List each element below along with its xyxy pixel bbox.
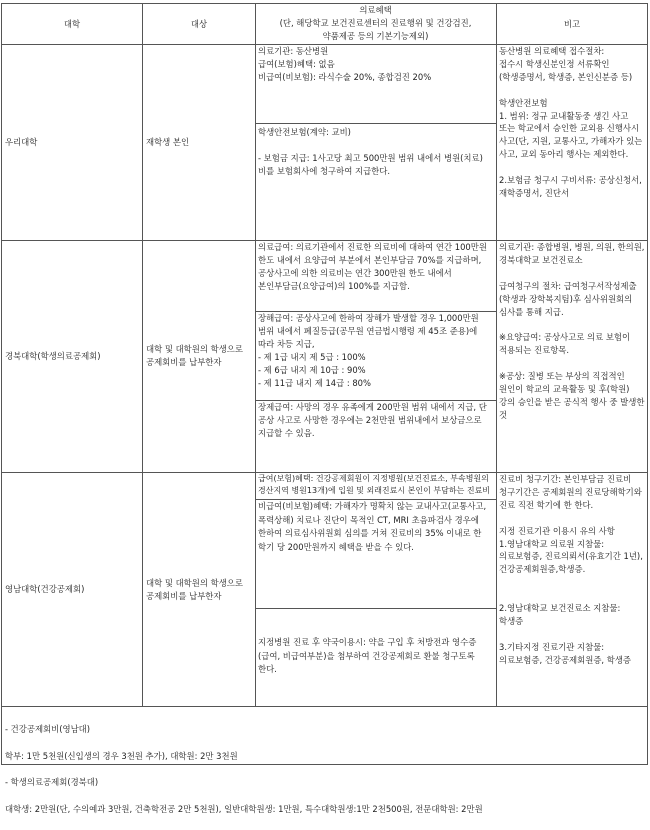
col-divider-3 xyxy=(496,4,497,706)
row1-target: 재학생 본인 xyxy=(146,137,190,148)
row1-benefit-hospital: 의료기관: 동산병원 급여(보험)혜택: 없음 비급여(비보험): 라식수술 20%, 종합검진 20% xyxy=(258,46,432,82)
row3-target: 대학 및 대학원의 학생으로 공제회비를 납부한자 xyxy=(146,577,243,601)
fee-note-line: - 건강공제회비(영남대) xyxy=(5,724,91,735)
fee-note-line: 학부: 1만 5천원(신입생의 경우 3천원 추가), 대학원: 2만 3천원 xyxy=(5,750,238,761)
col-divider-1 xyxy=(142,4,143,706)
fee-note-line: - 학생의료공제회(경북대) xyxy=(5,777,99,788)
header-benefits: 의료혜택 (단, 해당학교 보건진료센터의 진료행위 및 건강검진, 약품제공 등의 기본기능제외) xyxy=(279,5,472,41)
row3-university: 영남대학(건강공제회) xyxy=(5,584,85,595)
row1-benefit-divider xyxy=(255,123,496,124)
header-target: 대상 xyxy=(190,18,208,29)
table-bottom-divider xyxy=(2,706,647,707)
row2-remarks: 의료기관: 종합병원, 병원, 의원, 한의원, 경북대학교 보건진료소 급여청구의 절차: 급여청구서작성제출(학생과 장학복지팀)후 심사위원회의 심사를 통해 지급. ※요양급여: 공상사고로 의료 보험이 적용되는 진료항목. ※공상: 질병 또는 부상의 직접적인 원인이 학교의 교육활동 및 후(학원)강의 승인을 받은 공식적 행사 중 발생한 것 xyxy=(499,242,645,420)
fee-note-line: 대학생: 2만원(단, 수의예과 3만원, 건축학전공 2만 5천원), 일반대학원생: 1만원, 특수대학원생:1만 2천500원, 전문대학원: 2만원 xyxy=(5,804,483,815)
benefits-table-document xyxy=(1,3,648,815)
header-university: 대학 xyxy=(63,18,81,29)
row3-benefit-divider-2 xyxy=(255,608,496,609)
row2-benefit-disability: 장해급여: 공상사고에 한하여 장해가 발생할 경우 1,000만원 범위 내에서 페질등급(공무원 연금법시행령 제 45조 준용)에 따라 차등 지급, - 제 1급 내지 제 5급 : 100% - 제 6급 내지 제 10급 : 90% - 제 11급 내지 제 14급 : 80% xyxy=(258,313,479,388)
row2-benefit-funeral: 장제급여: 사망의 경우 유족에게 200만원 범위 내에서 지급, 단 공상 사고로 사망한 경우에는 2천만원 범위내에서 보상금으로 지급할 수 있음. xyxy=(258,402,487,438)
row3-benefit-insured: 급여(보험)혜택: 건강공제회원이 지정병원(보건진료소, 부속병원의 경산지역 병원13개)에 입원 및 외래진료시 본인이 부담하는 진료비 xyxy=(258,474,491,496)
row3-remarks: 진료비 청구기간: 본인부담금 진료비 청구기간은 공제회원의 진료당해학기와 진료 직전 학기에 한 한다. 지정 진료기관 이용시 유의 사항 1.영남대학교 의료원 지참물: 의료보험증, 진료의뢰서(유효기간 1년), 건강공제회원증,학생증. 2.영남대학교 보건진료소 지참물: 학생증 3.기타지정 진료기관 지참물: 의료보험증, 건강공제회원증, 학생증 xyxy=(499,474,643,665)
col-divider-2 xyxy=(255,4,256,706)
row2-benefit-medical: 의료급여: 의료기관에서 진료한 의료비에 대하여 연간 100만원 한도 내에서 요양급여 부분에서 본인부담금 70%를 지급하며, 공상사고에 의한 의료비는 연간 300만원 한도 내에서 본인부담금(요양급여)의 100%를 지급함. xyxy=(258,242,487,291)
row3-benefit-uninsured: 비급여(비보험)혜택: 가해자가 명확치 않는 교내사고(교통사고, 폭력상해) 치료나 진단이 목적인 CT, MRI 초음파검사 경우에 한하여 의료심사위원회 심의를 거쳐 진료비의 35% 이내로 한 학기 당 200만원까지 혜택을 받을 수 있다. xyxy=(258,501,487,552)
row1-remarks: 동산병원 의료혜택 접수절차: 접수시 학생신분인정 서류확인(학생증명서, 학생증, 본인신분증 등) 학생안전보험 1. 범위: 정규 교내활동중 생긴 사고 또는 학교에서 승인한 교외용 신행사시 사고(단, 지원, 교통사고, 가해자가 있는 사고, 교외 동아리 행사는 제외한다. 2.보험금 청구시 구비서류: 공상신청서, 재학증명서, 진단서 xyxy=(499,46,643,198)
row1-benefit-insurance: 학생안전보험(계약: 교비) - 보험금 지급: 1사고당 최고 500만원 범위 내에서 병원(치료)비를 보험회사에 청구하여 지급한다. xyxy=(258,127,483,176)
fee-notes xyxy=(5,710,645,830)
header-remarks: 비고 xyxy=(563,18,581,29)
row2-target: 대학 및 대학원의 학생으로 공제회비를 납부한자 xyxy=(146,344,243,367)
row2-university: 경북대학(학생의료공제회) xyxy=(5,350,101,361)
row3-benefit-pharmacy: 지정병원 진료 후 약국이용시: 약을 구입 후 처방전과 영수증(급여, 비급여부분)을 첨부하여 건강공제회로 환불 청구토록 한다. xyxy=(258,637,477,675)
row1-university: 우리대학 xyxy=(5,137,38,148)
